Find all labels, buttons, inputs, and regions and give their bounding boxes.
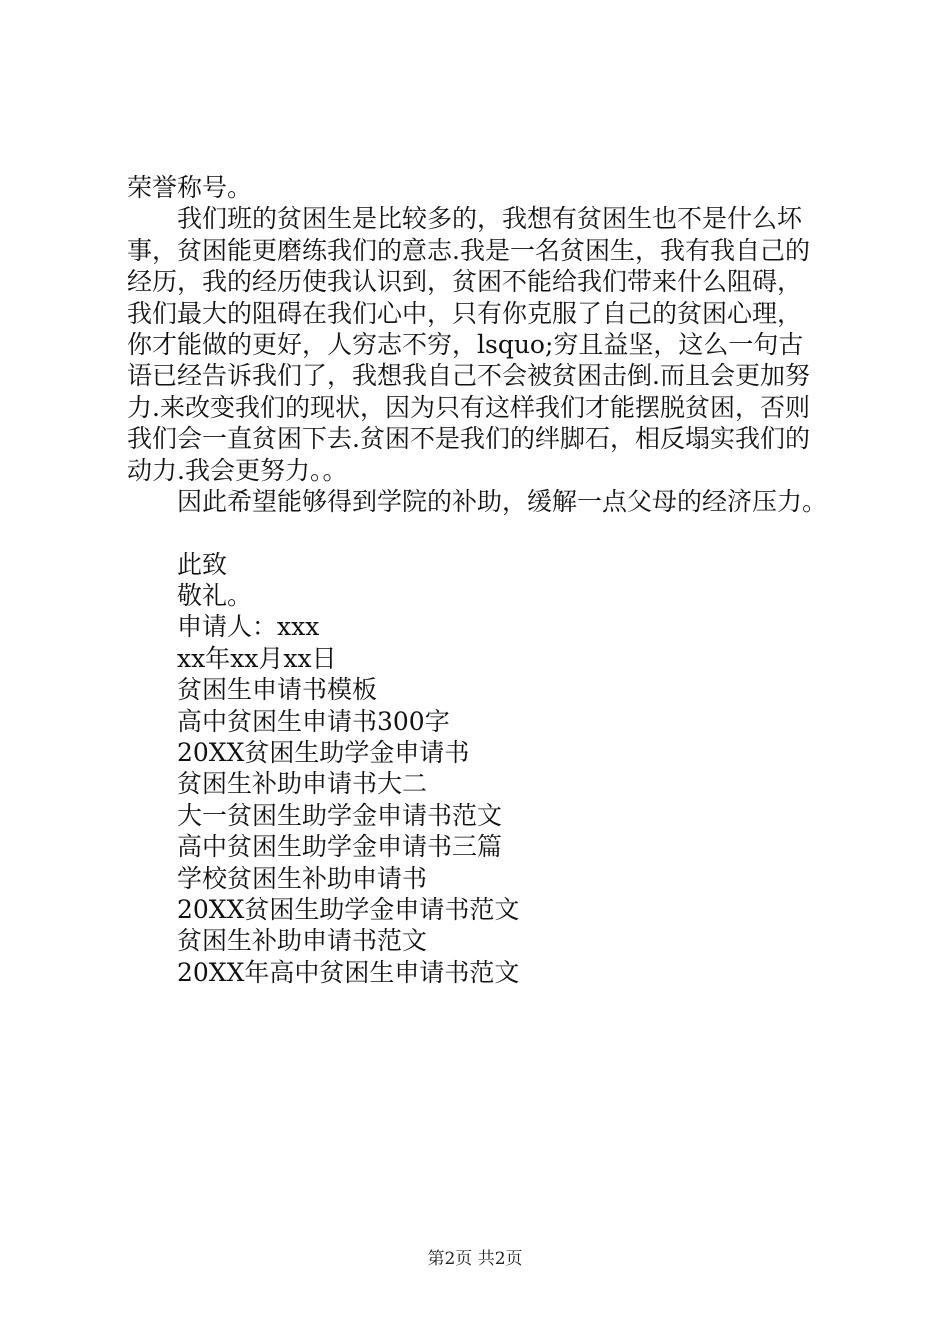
text-line: 我们最大的阻碍在我们心中，只有你克服了自己的贫困心理，: [127, 298, 803, 328]
closing-block: [127, 549, 847, 675]
related-titles-list: [127, 674, 847, 988]
list-item: 20XX年高中贫困生申请书范文: [177, 957, 520, 987]
text-line: 经历，我的经历使我认识到，贫困不能给我们带来什么阻碍，: [127, 267, 803, 297]
salutation: 此致: [177, 549, 228, 579]
page-footer: [0, 1244, 950, 1269]
text-line: 你才能做的更好，人穷志不穷，lsquo;穷且益坚，这么一句古: [127, 329, 804, 359]
text-line: 力.来改变我们的现状，因为只有这样我们才能摆脱贫困，否则: [127, 392, 810, 422]
list-item: 贫困生申请书模板: [177, 675, 378, 705]
date: xx年xx月xx日: [177, 643, 337, 673]
text-line: 语已经告诉我们了，我想我自己不会被贫困击倒.而且会更加努: [127, 361, 810, 391]
text-line: 事，贫困能更磨练我们的意志.我是一名贫困生，我有我自己的: [127, 235, 810, 265]
document-body: [127, 172, 847, 988]
text-line: 荣誉称号。: [127, 173, 253, 202]
applicant: 申请人：xxx: [177, 612, 320, 642]
text-line: 因此希望能够得到学院的补助，缓解一点父母的经济压力。: [177, 486, 828, 516]
list-item: 学校贫困生补助申请书: [177, 863, 428, 893]
list-item: 高中贫困生助学金申请书三篇: [177, 832, 503, 862]
list-item: 大一贫困生助学金申请书范文: [177, 800, 503, 830]
text-line: 动力.我会更努力。。: [127, 455, 348, 485]
page-number-label: 第2页 共2页: [427, 1249, 523, 1269]
blank-line: [127, 517, 847, 548]
text-line: 我们班的贫困生是比较多的，我想有贫困生也不是什么坏: [177, 204, 803, 234]
list-item: 贫困生补助申请书大二: [177, 769, 428, 799]
regards: 敬礼。: [177, 581, 253, 611]
list-item: 高中贫困生申请书300字: [177, 706, 450, 736]
list-item: 20XX贫困生助学金申请书: [177, 738, 470, 768]
list-item: 贫困生补助申请书范文: [177, 926, 428, 956]
text-line: 我们会一直贫困下去.贫困不是我们的绊脚石，相反塌实我们的: [127, 424, 810, 454]
list-item: 20XX贫困生助学金申请书范文: [177, 894, 520, 924]
